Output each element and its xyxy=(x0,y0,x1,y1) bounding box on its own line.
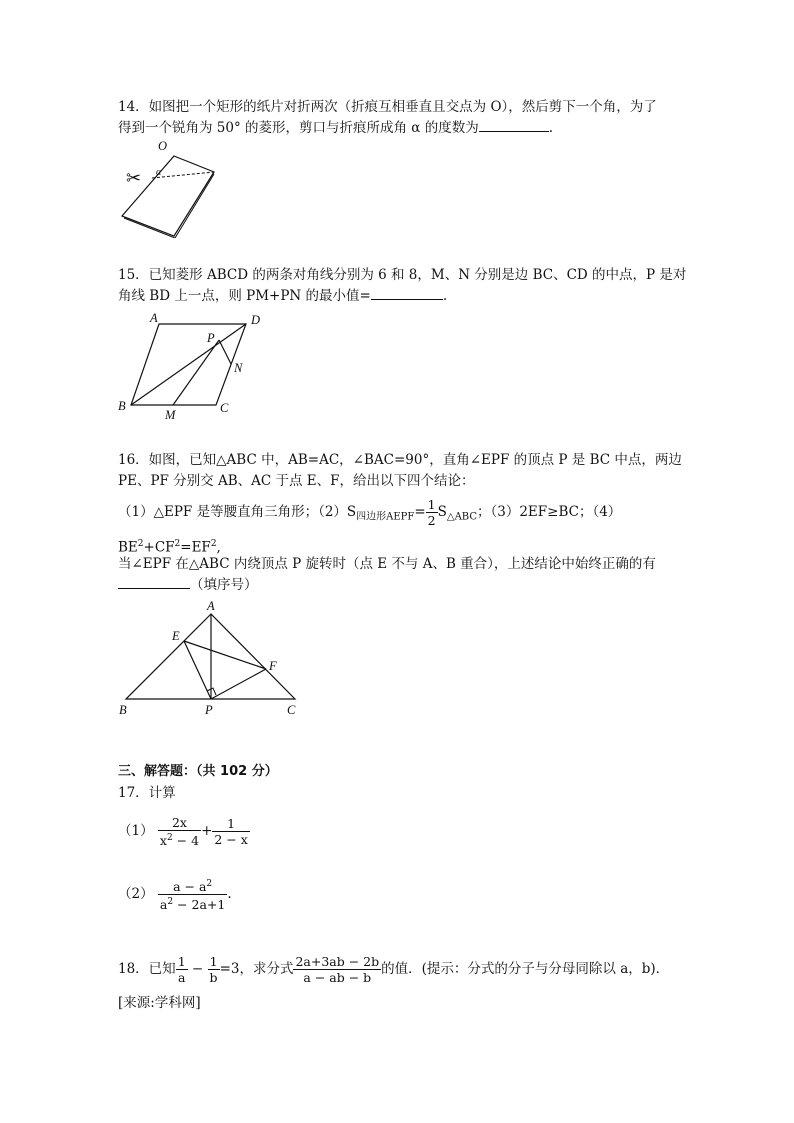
ef: =EF xyxy=(180,539,211,556)
den-rest: − 4 xyxy=(172,833,200,849)
comma: , xyxy=(216,539,221,556)
q15-rhombus-figure xyxy=(112,306,272,424)
label-a: A xyxy=(150,311,158,325)
segment-pe xyxy=(184,641,211,699)
sq3: 2 xyxy=(210,539,217,549)
den-x: x xyxy=(159,833,167,849)
diagonal-bd xyxy=(131,324,246,405)
subscript-abc: △ABC xyxy=(446,511,477,523)
frac-num: 2x xyxy=(158,815,201,831)
answer-blank xyxy=(371,287,443,300)
num-sup: 2 xyxy=(206,878,213,889)
den-rest: − 2a+1 xyxy=(173,897,226,913)
q16-line5: 当∠EPF 在△ABC 内绕顶点 P 旋转时（点 E 不与 A、B 重合），上述结论中始终正确的有 xyxy=(118,556,656,572)
frac-den: b xyxy=(209,970,218,985)
answer-blank xyxy=(479,119,549,132)
fill-hint: （填序号） xyxy=(190,577,258,593)
q18-post: 的值．(提示：分式的分子与分母同除以 a，b)． xyxy=(381,961,670,977)
cf: +CF xyxy=(143,539,175,556)
label-m: M xyxy=(165,408,176,422)
label-c: C xyxy=(220,401,229,415)
frac-den: a xyxy=(177,970,186,985)
q16-line1: 16．如图，已知△ABC 中，AB=AC，∠BAC=90°，直角∠EPF 的顶点 P 是 BC 中点，两边 xyxy=(118,452,682,468)
q15-end: . xyxy=(442,288,448,304)
fraction-part2 xyxy=(158,877,227,912)
area-s: S xyxy=(437,504,447,520)
q16-line2: PE、PF 分别交 AB、AC 于点 E、F，给出以下四个结论： xyxy=(118,473,475,489)
q15-line1: 15．已知菱形 ABCD 的两条对角线分别为 6 和 8，M、N 分别是边 BC、CD 的中点，P 是对 xyxy=(118,267,687,283)
part-1-label: （1） xyxy=(118,823,154,839)
label-p: P xyxy=(205,703,213,717)
label-a: A xyxy=(207,599,215,613)
section-title: 三、解答题：（共 102 分） xyxy=(118,764,278,779)
subscript-aepf: 四边形AEPF xyxy=(356,511,415,523)
frac-num: 1 xyxy=(177,954,186,969)
minus: − xyxy=(187,961,208,977)
q17-part2 xyxy=(118,874,232,914)
answer-blank xyxy=(118,576,190,589)
q15-line2 xyxy=(118,287,447,305)
q14-line1: 14．如图把一个矩形的纸片对折两次（折痕互相垂直且交点为 O），然后剪下一个角，为了 xyxy=(118,99,657,115)
frac-den xyxy=(158,895,227,912)
fraction-2x xyxy=(158,815,201,848)
scissors-icon: ✂ xyxy=(126,168,142,188)
q17-part1 xyxy=(118,814,250,848)
den-sup: 2 xyxy=(167,897,174,907)
fraction-1-a xyxy=(176,954,188,985)
sq2: 2 xyxy=(174,539,181,549)
be: BE xyxy=(118,539,138,556)
conclusion-1-2: （1）△EPF 是等腰直角三角形；（2）S xyxy=(118,504,357,520)
label-b: B xyxy=(119,703,127,717)
label-e: E xyxy=(172,629,180,643)
source-note: [来源:学科网] xyxy=(118,995,201,1011)
segment-pn xyxy=(219,340,231,364)
frac-den: a − ab − b xyxy=(303,970,372,985)
fraction-expression xyxy=(293,954,381,985)
frac-den: 2 xyxy=(427,513,436,528)
part-2-label: （2） xyxy=(118,886,154,902)
frac-num xyxy=(158,877,227,895)
frac-num: 2a+3ab − 2b xyxy=(295,954,380,969)
label-c: C xyxy=(287,703,296,717)
frac-num: 1 xyxy=(208,954,220,970)
q14-line2 xyxy=(118,119,553,137)
equals: = xyxy=(414,504,426,520)
frac-den: 2 − x xyxy=(214,832,248,847)
label-o: O xyxy=(158,139,168,153)
period: . xyxy=(227,886,232,902)
q15-line2-text: 角线 BD 上一点，则 PM+PN 的最小值= xyxy=(118,288,371,304)
fraction-half xyxy=(426,497,438,528)
q16-line4 xyxy=(118,535,221,557)
label-n: N xyxy=(234,361,243,375)
den-sup: 2 xyxy=(166,832,173,843)
segment-pm xyxy=(173,340,219,405)
q18-mid: =3，求分式 xyxy=(219,961,294,977)
q14-line2-text: 得到一个锐角为 50° 的菱形，剪口与折痕所成角 α 的度数为 xyxy=(118,120,479,136)
q18-pre: 18．已知 xyxy=(118,961,176,977)
den-a: a xyxy=(159,897,168,913)
q18-line xyxy=(118,952,669,986)
q16-conclusions xyxy=(118,497,621,531)
segment-ef xyxy=(184,641,266,669)
fraction-1-over xyxy=(212,816,249,847)
plus-sign: + xyxy=(201,823,213,839)
q14-end: . xyxy=(548,120,554,136)
label-d: D xyxy=(251,313,261,327)
conclusion-3-4: ；（3）2EF≥BC；（4） xyxy=(476,504,622,520)
frac-num: 1 xyxy=(212,816,249,832)
q16-triangle-figure xyxy=(114,596,314,720)
frac-den xyxy=(158,831,201,848)
frac-num: 1 xyxy=(427,497,436,512)
label-f: F xyxy=(269,659,277,673)
num-text: a − a xyxy=(173,879,207,894)
fraction-1-b xyxy=(208,954,220,985)
q17-title: 17．计算 xyxy=(118,785,176,801)
sq1: 2 xyxy=(137,539,144,549)
label-alpha: α xyxy=(156,167,162,178)
q16-line6 xyxy=(118,576,258,594)
label-p: P xyxy=(207,331,215,345)
q14-figure xyxy=(118,138,228,238)
segment-pf xyxy=(211,669,266,699)
label-b: B xyxy=(118,399,126,413)
